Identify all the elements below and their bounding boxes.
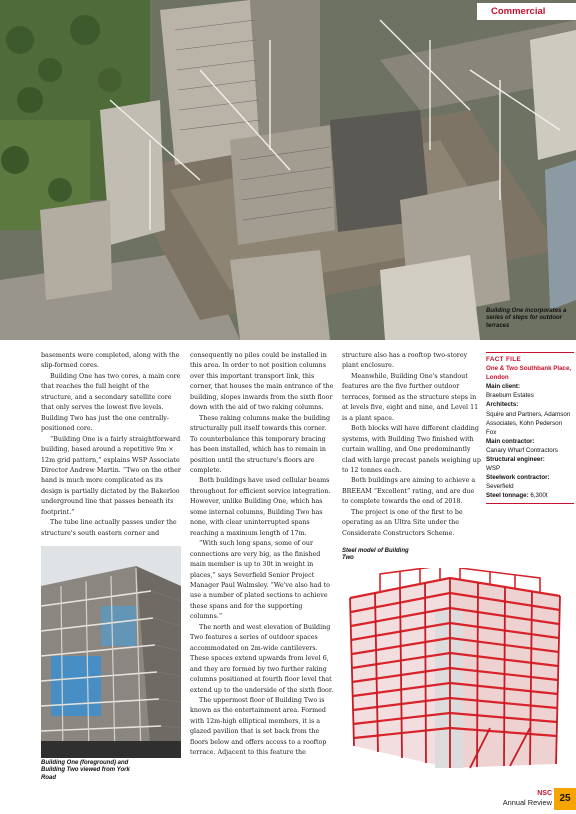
fact-file-value: Severfield: [486, 483, 514, 491]
paragraph: structure also has a rooftop two-storey plant enclosure.: [342, 352, 468, 370]
paragraph: Meanwhile, Building One's standout features are the five further outdoor terraces, formed as the structure steps in at levels five, eight and nine, and Level 11 is a plant space.: [342, 372, 479, 422]
fact-file-value: 6,300t: [530, 492, 548, 500]
paragraph: “Building One is a fairly straightforward building, based around a repetitive 9m × 12m grid pattern,” explains WSP Associate Director Andrew Martin. “Two on the other hand is much more complicated as its design is partially dictated by the Bakerloo underground line that passes beneath its footprint.”: [41, 435, 181, 516]
fact-file-label: Main client:: [486, 383, 521, 391]
hero-caption: Building One incorporates a series of steps for outdoor terraces: [486, 308, 567, 329]
paragraph: The project is one of the first to be operating as an Ultra Site under the Considerate Constructors Scheme.: [342, 508, 463, 537]
paragraph: The tube line actually passes under the structure's south eastern corner and: [41, 519, 177, 537]
steel-model-caption: Steel model of Building Two: [342, 548, 409, 562]
paragraph: Both buildings have used cellular beams throughout for efficient service integration. However, unlike Building One, which has some internal columns, Building Two has none, with clear uninterrupted spans reaching a maximum length of 17m.: [190, 477, 331, 537]
article-column-2: [190, 351, 334, 759]
hero-aerial-photo: [0, 0, 576, 340]
fact-file-label: Steel tonnage:: [486, 492, 529, 500]
paragraph: consequently no piles could be installed in this area. In order to not position columns over this important transport link, this corner, that houses the main entrance of the building, slopes inwards from the sixth floor down with the aid of two raking columns.: [190, 352, 334, 412]
article-column-3: [342, 351, 482, 539]
paragraph: The north and west elevation of Building Two features a series of outdoor spaces accommodated on 2m-wide cantilevers. These spaces extend upwards from level 6, and they are formed by two further raking columns positioned at fourth floor level that extend up to the underside of the sixth floor.: [190, 623, 334, 694]
fact-file-value: Braeburn Estates: [486, 392, 534, 400]
fact-file-box: [486, 352, 574, 504]
section-label: Commercial: [477, 3, 576, 20]
paragraph: The uppermost floor of Building Two is known as the entertainment area. Formed with 12m-high elliptical members, it is a glazed pavilion that is set back from the floors below and offers access to a rooftop terrace. Adjacent to this feature the: [190, 696, 327, 757]
paragraph: These raking columns make the building structurally pull itself towards this corner. To counterbalance this temporary bracing has been installed, which has to remain in position until the structure's floors are complete.: [190, 414, 331, 474]
fact-file-label: Structural engineer:: [486, 456, 545, 464]
fact-file-label: Steelwork contractor:: [486, 474, 550, 482]
paragraph: Building One has two cores, a main core that reaches the full height of the structure, and a secondary satellite core that only serves the lowest five levels. Building Two has just the one centrally-positioned core.: [41, 372, 181, 433]
building-photo-caption: Building One (foreground) and Building Two viewed from York Road: [41, 760, 130, 781]
footer-publication: Annual Review: [502, 798, 552, 807]
fact-file-row: [486, 437, 574, 455]
fact-file-value: WSP: [486, 465, 501, 473]
building-photo: [41, 546, 181, 758]
fact-file-title: FACT FILE: [486, 356, 522, 363]
fact-file-row: [486, 400, 574, 436]
paragraph: Both buildings are aiming to achieve a BREEAM “Excellent” rating, and are due to complete towards the end of 2018.: [342, 477, 476, 506]
article-column-1: [41, 351, 181, 539]
fact-file-row: [486, 491, 574, 500]
fact-file-value: Canary Wharf Contractors: [486, 446, 558, 454]
fact-file-row: [486, 473, 574, 491]
page-number: 25: [554, 788, 576, 810]
footer-brand: NSC: [537, 790, 552, 797]
fact-file-value: Squire and Partners, Adamson Associates, Kohn Pederson Fox: [486, 410, 571, 436]
steel-model-illustration: [340, 568, 576, 786]
paragraph: “With such long spans, some of our connections are very big, as the finished main member is up to 30t in weight in places,” says Severfield Senior Project Manager Paul Walmsley. “We've also had to use a number of plated sections to achieve these spans and for the supporting columns.”: [190, 540, 331, 621]
fact-file-row: [486, 455, 574, 473]
fact-file-project: One & Two Southbank Place, London: [486, 365, 572, 382]
paragraph: Both blocks will have different cladding systems, with Building Two finished with curtain walling, and One predominantly clad with large precast panels weighing up to 12 tonnes each.: [342, 425, 481, 474]
fact-file-label: Architects:: [486, 401, 519, 409]
fact-file-label: Main contractor:: [486, 437, 535, 445]
fact-file-row: [486, 382, 574, 400]
paragraph: basements were completed, along with the slip-formed cores.: [41, 352, 180, 370]
